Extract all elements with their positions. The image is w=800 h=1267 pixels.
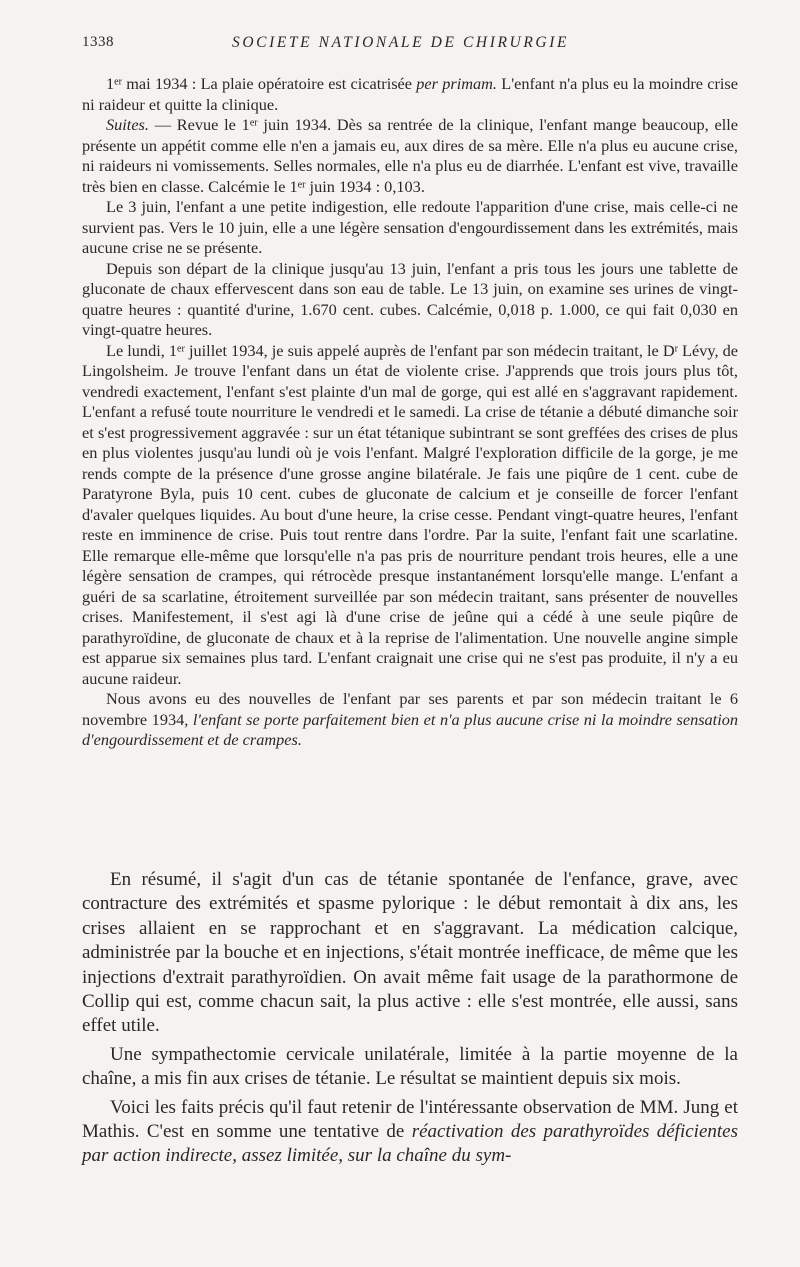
observation-paragraph: Depuis son départ de la clinique jusqu'au 13 juin, l'enfant a pris tous les jours une tablette de gluconate de chaux effervescent dans son eau de table. Le 13 juin, on examine ses urines de vingt-quatre heures : quantité d'urine, 1.670 cent. cubes. Calcémie, 0,018 p. 1.000, ce qui fait 0,030 en vingt-quatre heures. [82,258,738,339]
observation-text [82,74,738,751]
observation-paragraph: 1er mai 1934 : La plaie opératoire est cicatrisée per primam. L'enfant n'a plus eu la moindre crise ni raideur et quitte la clinique. [82,74,738,114]
summary-paragraph: Voici les faits précis qu'il faut retenir de l'intéressante observation de MM. Jung et Mathis. C'est en somme une tentative de réactivation des parathyroïdes déficientes par action indirecte, assez limitée, sur la chaîne du sym- [82,1096,738,1167]
summary-text [82,868,738,1173]
page-header [82,34,738,60]
observation-paragraph: Suites. — Revue le 1er juin 1934. Dès sa rentrée de la clinique, l'enfant mange beaucoup, elle présente un appétit comme elle n'en a jamais eu, aux dires de sa mère. Elle n'a plus eu aucune crise, ni raideurs ni vomissements. Selles normales, elle n'a plus eu de diarrhée. L'enfant est vive, travaille très bien en classe. Calcémie le 1er juin 1934 : 0,103. [82,115,739,196]
observation-paragraph: Nous avons eu des nouvelles de l'enfant par ses parents et par son médecin traitant le 6 novembre 1934, l'enfant se porte parfaitement bien et n'a plus aucune crise ni la moindre sensation d'engourdissement et de crampes. [82,689,739,749]
page-number: 1338 [82,34,114,50]
observation-paragraph: Le 3 juin, l'enfant a une petite indigestion, elle redoute l'apparition d'une crise, mais celle-ci ne survient pas. Vers le 10 juin, elle a une légère sensation d'engourdissement dans les extrémités, mais aucune crise ne se présente. [82,197,738,257]
summary-paragraph: En résumé, il s'agit d'un cas de tétanie spontanée de l'enfance, grave, avec contracture des extrémités et spasme pylorique : le début remontait à dix ans, les crises allaient en se rapprochant et en s'aggravant. La médication calcique, administrée par la bouche et en injections, s'était montrée inefficace, de même que les injections d'extrait parathyroïdien. On avait même fait usage de la parathormone de Collip qui est, comme chacun sait, la plus active : elle s'est montrée, elle aussi, sans effet utile. [82,869,738,1037]
summary-paragraph: Une sympathectomie cervicale unilatérale, limitée à la partie moyenne de la chaîne, a mis fin aux crises de tétanie. Le résultat se maintient depuis six mois. [82,1043,738,1090]
running-title: SOCIETE NATIONALE DE CHIRURGIE [232,34,570,51]
observation-paragraph: Le lundi, 1er juillet 1934, je suis appelé auprès de l'enfant par son médecin traitant, le $D^r$ Lévy, de Lingolsheim. Je trouve l'enfant dans un état de violente crise. J'apprends que trois jours plus tôt, vendredi exactement, l'enfant s'est plainte d'un mal de gorge, qui est allé en s'aggravant rapidement. L'enfant a refusé toute nourriture le vendredi et le samedi. La crise de tétanie a débuté dimanche soir et s'est progressivement aggravée : sur un état tétanique subintrant se sont greffées des crises de plus en plus violentes jusqu'au lundi où je vois l'enfant. Malgré l'exploration difficile de la gorge, je me rends compte de la présence d'une grosse angine bilatérale. Je fais une piqûre de 1 cent. cube de Paratyrone Byla, puis 10 cent. cubes de gluconate de calcium et je conseille de forcer l'enfant d'avaler quelques liquides. Au bout d'une heure, la crise cesse. Pendant vingt-quatre heures, l'enfant reste en imminence de crise. Puis tout rentre dans l'ordre. Par la suite, l'enfant fait une scarlatine. Elle remarque elle-même que lorsqu'elle n'a pas pris de nourriture pendant trois heures, elle a une légère sensation de crampes, qui rétrocède presque instantanément lorsqu'elle mange. L'enfant a guéri de sa scarlatine, étroitement surveillée par son médecin traitant, sans présenter de nouvelles crises. Manifestement, il s'est agi là d'une crise de jeûne qui a cédé à une seule piqûre de parathyroïdine, de gluconate de chaux et à la reprise de l'alimentation. Une nouvelle angine simple est apparue six semaines plus tard. L'enfant craignait une crise qui ne s'est pas produite, il n'y a eu aucune raideur. [82,340,738,688]
